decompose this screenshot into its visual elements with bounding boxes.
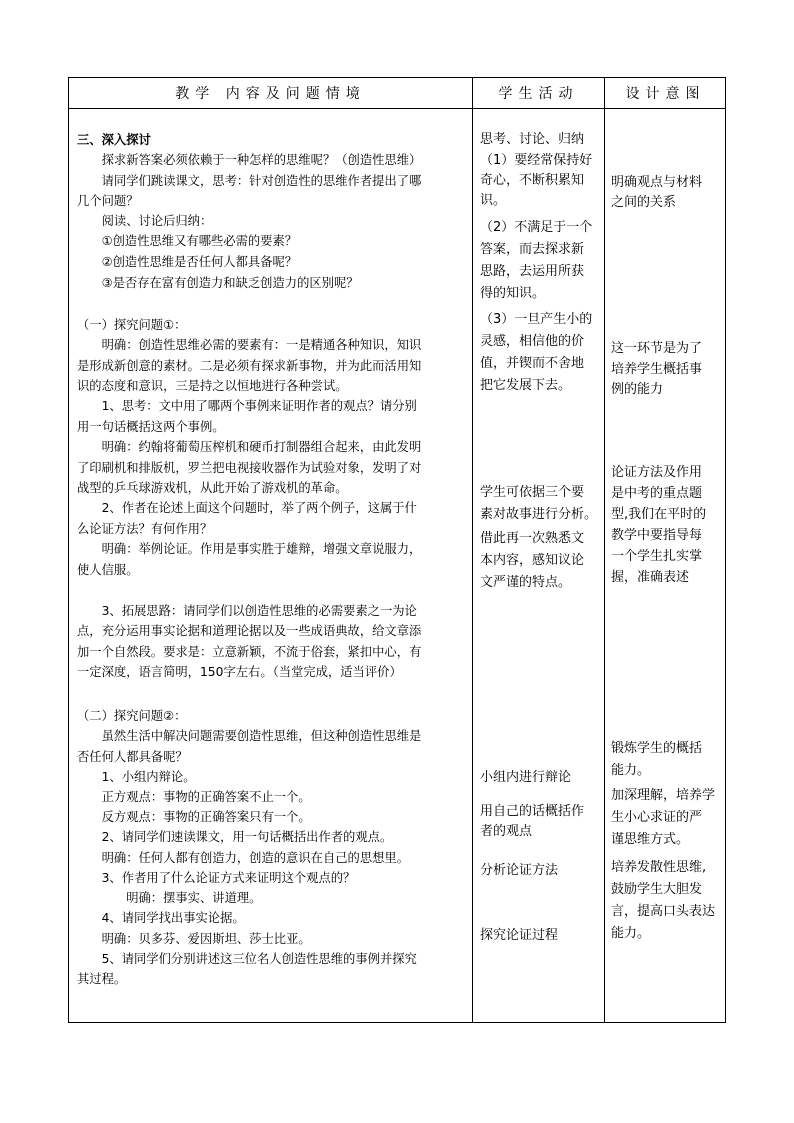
col1-line: 5、请同学们分别讲述这三位名人创造性思维的事例并探究 (77, 952, 417, 966)
col1-line: 明确：任何人都有创造力，创造的意识在自己的思想里。 (77, 851, 410, 865)
col1-line: 明确：创造性思维必需的要素有：一是精通各种知识，知识 (77, 338, 422, 352)
col1-line: 三、深入探讨 (77, 133, 151, 147)
col2-line: 用自己的话概括作 (480, 804, 585, 819)
col3-line: 鼓励学生大胆发 (611, 882, 703, 897)
col3-line: 这一环节是为了 (611, 341, 703, 356)
col1-line: 用一句话概括这两个事例。 (77, 420, 225, 434)
col1-line: 其过程。 (77, 972, 127, 986)
col1-line: 探求新答案必须依赖于一种怎样的思维呢？（创造性思维） (77, 153, 422, 167)
col1-line: 识的态度和意识，三是持之以恒地进行各种尝试。 (77, 379, 348, 393)
col1-line: 几个问题？ (77, 194, 139, 208)
col1-line: 战型的乒乓球游戏机，从此开始了游戏机的革命。 (77, 481, 348, 495)
col1-line: 使人信服。 (77, 563, 139, 577)
col2-line: 本内容，感知议论 (480, 553, 585, 568)
header-activity: 学生活动 (498, 86, 579, 102)
col1-line: 否任何人都具备呢？ (77, 750, 188, 764)
col1-line: （一）探究问题①： (77, 318, 187, 332)
col3-line: 培养发散性思维, (611, 860, 707, 875)
col2-line: （3）一旦产生小的 (480, 312, 593, 327)
col2-line: 奇心，不断积累知 (480, 173, 585, 188)
col3-line: 例的能力 (611, 382, 664, 397)
col3-line: 谨思维方式。 (611, 832, 690, 847)
col1-line: 2、请同学们速读课文，用一句话概括出作者的观点。 (77, 830, 393, 844)
col1-line: 明确：摆事实、讲道理。 (77, 891, 262, 905)
header-divider (69, 108, 725, 109)
lesson-plan-table (68, 77, 726, 1023)
col3-line: 言，提高口头表达 (611, 904, 716, 919)
col2-line: 值，并锲而不舍地 (480, 356, 585, 371)
col3-line: 能力。 (611, 763, 651, 778)
col3-line: 能力。 (611, 926, 651, 941)
col1-line: （二）探究问题②： (77, 709, 187, 723)
col2-line: 识。 (480, 193, 507, 208)
col2-line: （1）要经常保持好 (480, 153, 593, 168)
col1-line: 是形成新创意的素材。二是必须有探求新事物，并为此而活用知 (77, 359, 422, 373)
col2-line: 探究论证过程 (480, 928, 559, 943)
col3-line: 握，准确表述 (611, 570, 690, 585)
col1-line: 了印刷机和排版机，罗兰把电视接收器作为试验对象，发明了对 (77, 461, 422, 475)
col1-line: 加一个自然段。要求是：立意新颖，不流于俗套，紧扣中心，有 (77, 645, 422, 659)
col2-line: 灵感，相信他的价 (480, 334, 585, 349)
col2-line: 文严谨的特点。 (480, 575, 572, 590)
col3-line: 论证方法及作用 (611, 465, 703, 480)
col1-line: 3、作者用了什么论证方式来证明这个观点的？ (77, 871, 356, 885)
col1-line: 明确：举例论证。作用是事实胜于雄辩，增强文章说服力， (77, 542, 422, 556)
col3-line: 型,我们在平时的 (611, 507, 707, 522)
col3-line: 之间的关系 (611, 195, 677, 210)
column-divider (604, 78, 605, 1022)
col2-line: 借此再一次熟悉文 (480, 531, 585, 546)
col1-line: 3、拓展思路：请同学们以创造性思维的必需要素之一为论 (77, 604, 417, 618)
col2-line: 学生可依据三个要 (480, 485, 585, 500)
col1-line: 阅读、讨论后归纳： (77, 214, 213, 228)
col1-line: 反方观点：事物的正确答案只有一个。 (77, 810, 311, 824)
col2-line: 素对故事进行分析。 (480, 507, 598, 522)
col2-line: 者的观点 (480, 824, 533, 839)
col2-line: 答案，而去探求新 (480, 242, 585, 257)
col1-line: 1、思考：文中用了哪两个事例来证明作者的观点？请分别 (77, 399, 417, 413)
col1-line: ②创造性思维是否任何人都具备呢？ (77, 255, 298, 269)
col2-line: 分析论证方法 (480, 863, 559, 878)
col2-line: 得的知识。 (480, 286, 546, 301)
col1-line: 2、作者在论述上面这个问题时，举了两个例子，这属于什 (77, 501, 417, 515)
col1-line: 4、请同学找出事实论据。 (77, 911, 245, 925)
col2-line: 思路，去运用所获 (480, 264, 585, 279)
col1-line: ①创造性思维又有哪些必需的要素？ (77, 234, 298, 248)
col1-line: 明确：贝多芬、爱因斯坦、莎士比亚。 (77, 932, 311, 946)
col1-line: 正方观点：事物的正确答案不止一个。 (77, 790, 311, 804)
col3-line: 教学中要指导每 (611, 528, 703, 543)
col2-line: 小组内进行辩论 (480, 770, 572, 785)
col1-line: 1、小组内辩论。 (77, 770, 196, 784)
col1-line: ③是否存在富有创造力和缺乏创造力的区别呢？ (77, 276, 359, 290)
col2-line: 思考、讨论、归纳 (480, 132, 585, 147)
col3-line: 培养学生概括事 (611, 362, 703, 377)
col1-line: 么论证方法？有何作用？ (77, 522, 213, 536)
col1-line: 一定深度，语言简明，150字左右。（当堂完成，适当评价） (77, 665, 402, 679)
col3-line: 一个学生扎实掌 (611, 549, 703, 564)
column-divider (472, 78, 473, 1022)
col3-line: 加深理解，培养学 (611, 788, 716, 803)
col1-line: 明确：约翰将葡萄压榨机和硬币打制器组合起来，由此发明 (77, 440, 422, 454)
col1-line: 请同学们跳读课文，思考：针对创造性的思维作者提出了哪 (77, 174, 422, 188)
col2-line: 把它发展下去。 (480, 378, 572, 393)
col1-line: 虽然生活中解决问题需要创造性思维，但这种创造性思维是 (77, 729, 422, 743)
col3-line: 生小心求证的严 (611, 810, 703, 825)
header-intent: 设计意图 (625, 86, 706, 102)
col3-line: 是中考的重点题 (611, 486, 703, 501)
header-content: 教学 内容及问题情境 (175, 86, 366, 102)
col3-line: 明确观点与材料 (611, 175, 703, 190)
col1-line: 点，充分运用事实论据和道理论据以及一些成语典故，给文章添 (77, 624, 422, 638)
col2-line: （2）不满足于一个 (480, 220, 593, 235)
col3-line: 锻炼学生的概括 (611, 741, 703, 756)
